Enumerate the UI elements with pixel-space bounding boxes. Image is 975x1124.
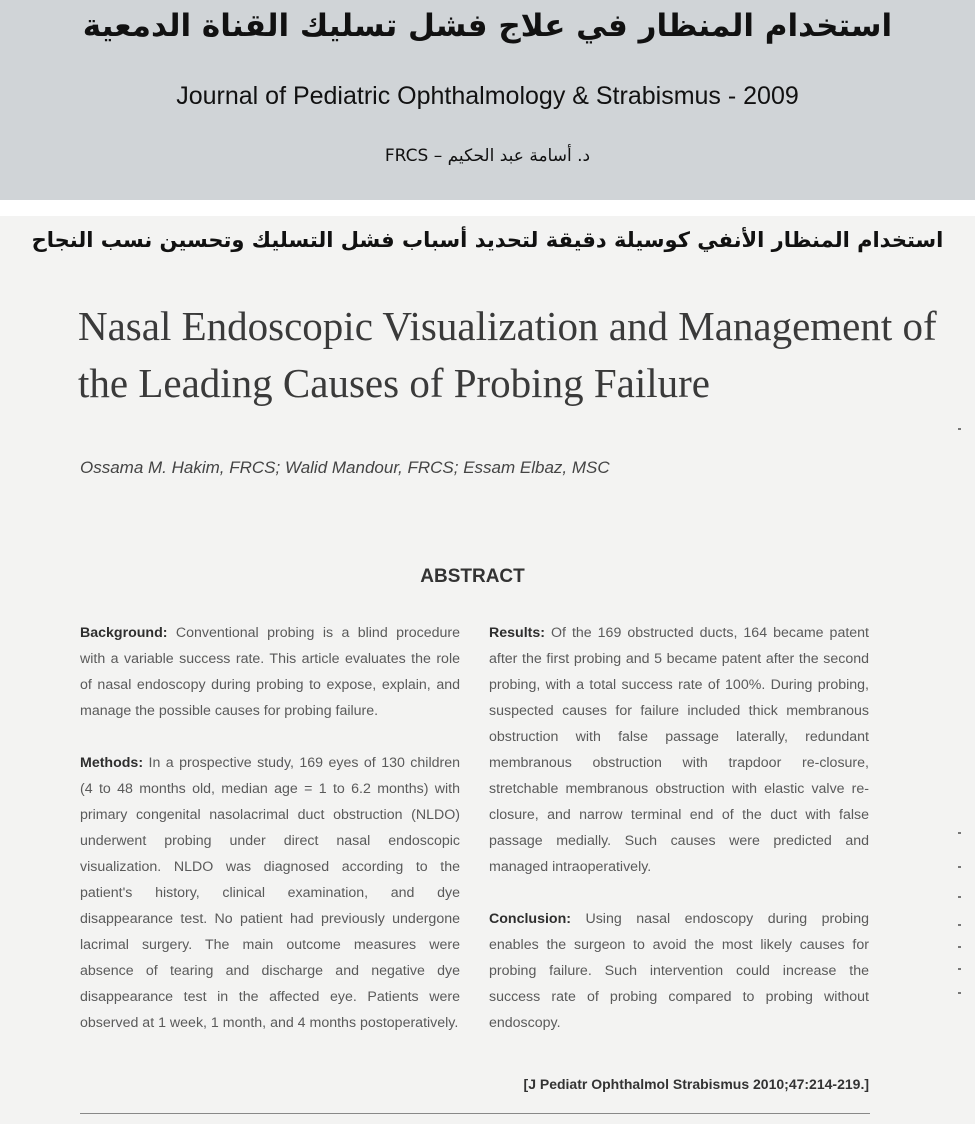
conclusion-text: Using nasal endoscopy during probing enables the surgeon to avoid the most likely causes for probing failure. Such intervention could increase the success rate of probing compared to probing without endoscopy.	[489, 911, 869, 1031]
header-gap	[0, 200, 975, 216]
abstract-right-column	[489, 620, 869, 1036]
background-label: Background:	[80, 625, 168, 641]
abstract-left-column	[80, 620, 460, 1036]
arabic-subtitle: استخدام المنظار الأنفي كوسيلة دقيقة لتحديد أسباب فشل التسليك وتحسين نسب النجاح	[31, 228, 944, 252]
results-text: Of the 169 obstructed ducts, 164 became patent after the first probing and 5 became patent after the second probing, with a total success rate of 100%. During probing, suspected causes for failure included thick membranous obstruction with false passage laterally, redundant membranous obstruction with trapdoor re-closure, stretchable membranous obstruction with elastic valve re-closure, and narrow terminal end of the duct with false passage medially. Such causes were predicted and managed intraoperatively.	[489, 625, 869, 875]
paper-title-line-2: the Leading Causes of Probing Failure	[78, 360, 710, 406]
margin-marks	[956, 420, 968, 1020]
paper-title-line-1: Nasal Endoscopic Visualization and Management of	[78, 303, 937, 349]
conclusion-paragraph	[489, 906, 869, 1036]
arabic-title: استخدام المنظار في علاج فشل تسليك القناة الدمعية	[82, 8, 893, 44]
background-paragraph	[80, 620, 460, 724]
citation: [J Pediatr Ophthalmol Strabismus 2010;47:214-219.]	[523, 1076, 869, 1092]
methods-label: Methods:	[80, 755, 144, 771]
journal-name: Journal of Pediatric Ophthalmology & Strabismus - 2009	[176, 82, 799, 110]
paper-authors: Ossama M. Hakim, FRCS; Walid Mandour, FRCS; Essam Elbaz, MSC	[80, 458, 610, 477]
methods-paragraph	[80, 750, 460, 1036]
background-text: Conventional probing is a blind procedure with a variable success rate. This article evaluates the role of nasal endoscopy during probing to expose, explain, and manage the possible causes for probing failure.	[80, 625, 460, 719]
arabic-author: د. أسامة عبد الحكيم – FRCS	[384, 146, 591, 166]
bottom-rule	[80, 1113, 870, 1114]
abstract-heading: ABSTRACT	[420, 566, 525, 587]
results-paragraph	[489, 620, 869, 880]
conclusion-label: Conclusion:	[489, 911, 571, 927]
methods-text: In a prospective study, 169 eyes of 130 children (4 to 48 months old, median age = 1 to 6.2 months) with primary congenital nasolacrimal duct obstruction (NLDO) underwent probing under direct nasal endoscopic visualization. NLDO was diagnosed according to the patient's history, clinical examination, and dye disappearance test. No patient had previously undergone lacrimal surgery. The main outcome measures were absence of tearing and discharge and negative dye disappearance test in the affected eye. Patients were observed at 1 week, 1 month, and 4 months postoperatively.	[80, 755, 460, 1031]
results-label: Results:	[489, 625, 545, 641]
paper-title	[78, 298, 958, 412]
